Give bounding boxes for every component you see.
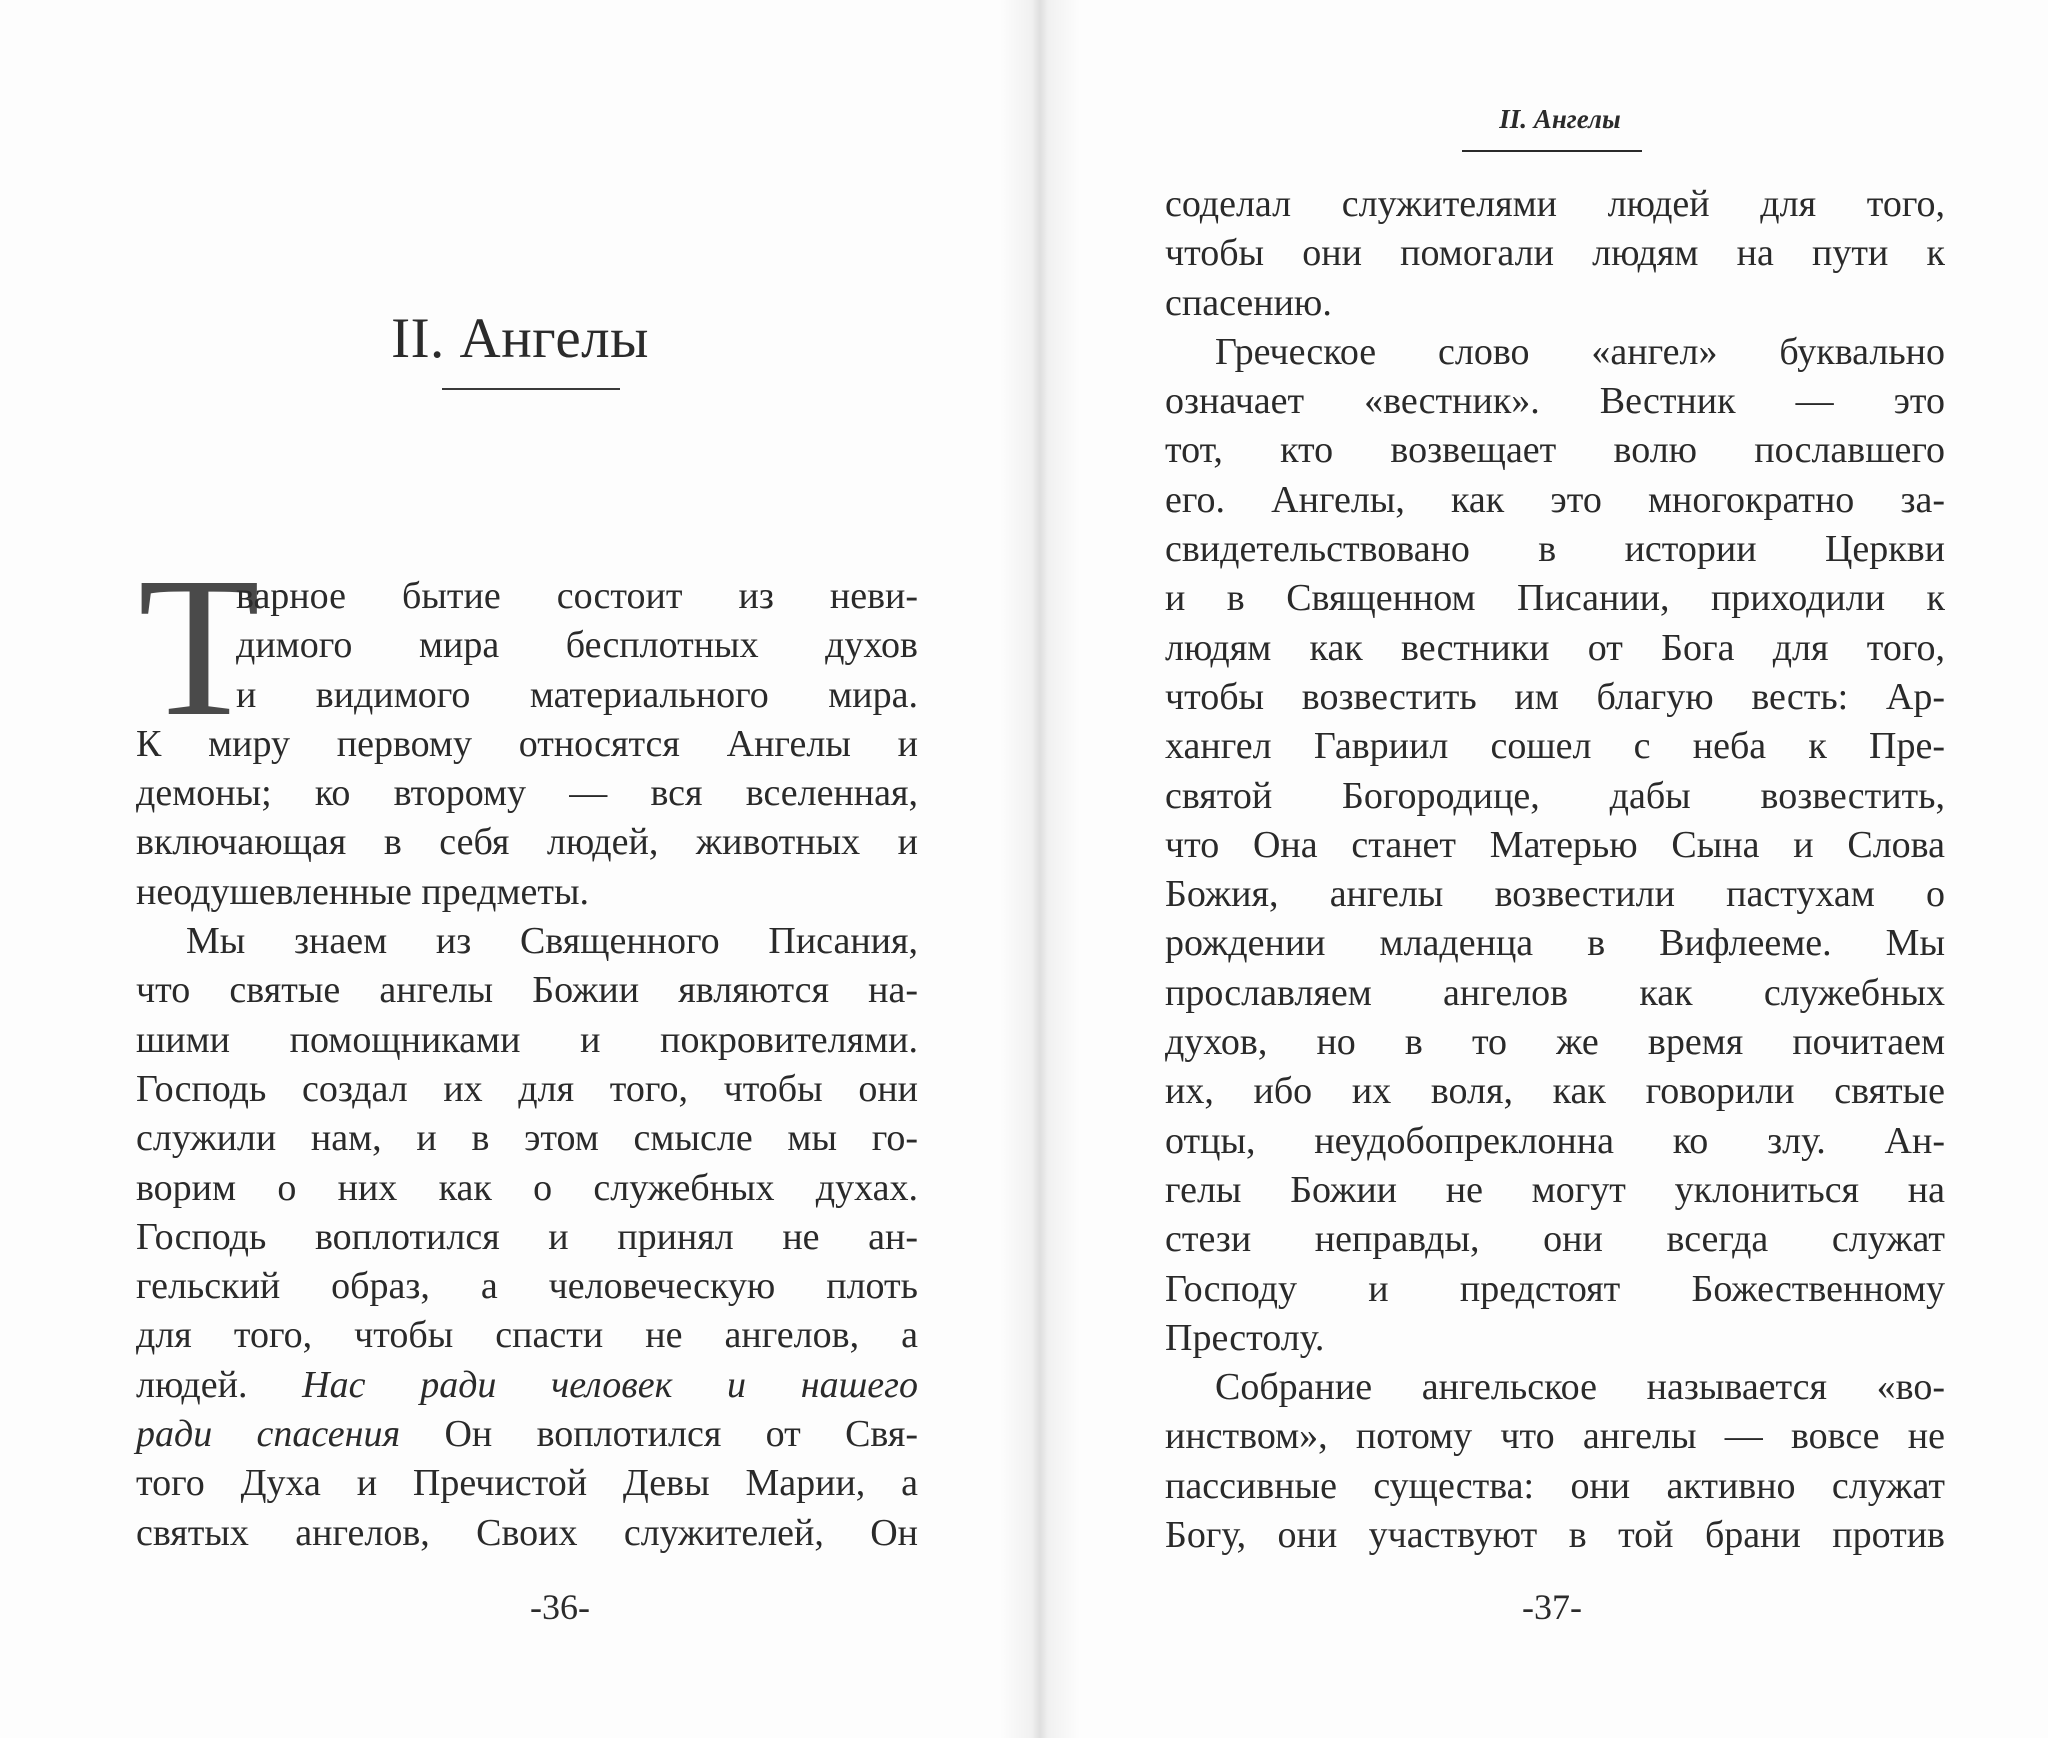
page-number-left: -36- <box>530 1587 590 1627</box>
text-line: святых ангелов, Своих служителей, Он <box>136 1511 918 1554</box>
text-line: гелы Божии не могут уклониться на <box>1165 1168 1945 1211</box>
text-line: Богу, они участвуют в той брани против <box>1165 1514 1945 1557</box>
text-line: Господу и предстоят Божественному <box>1165 1267 1945 1310</box>
text-line: включающая в себя людей, животных и <box>136 821 918 864</box>
page-number-right: -37- <box>1522 1587 1582 1627</box>
text-line: его. Ангелы, как это многократно за- <box>1165 478 1945 521</box>
text-line: святой Богородице, дабы возвестить, <box>1165 774 1945 817</box>
text-line: демоны; ко второму — вся вселенная, <box>136 772 918 815</box>
text-line: свидетельствовано в истории Церкви <box>1165 528 1945 571</box>
left-page-text <box>136 572 918 1558</box>
text-line: означает «вестник». Вестник — это <box>1165 380 1945 423</box>
text-line: пассивные существа: они активно служат <box>1165 1464 1945 1507</box>
text-line: стези неправды, они всегда служат <box>1165 1218 1945 1261</box>
text-line: Престолу. <box>1165 1316 1325 1359</box>
text-line: и видимого материального мира. <box>236 673 918 716</box>
italic-quote: Нас ради человек и нашего <box>302 1363 918 1406</box>
chapter-title-rule <box>442 388 620 390</box>
text-line: прославляем ангелов как служебных <box>1165 971 1945 1014</box>
text-run: Он воплотился от Свя- <box>400 1413 918 1456</box>
text-line: для того, чтобы спасти не ангелов, а <box>136 1314 918 1357</box>
text-line: варное бытие состоит из неви- <box>236 575 918 617</box>
text-line: Божия, ангелы возвестили пастухам о <box>1165 873 1945 916</box>
text-line: гельский образ, а человеческую плоть <box>136 1265 918 1308</box>
text-line: людям как вестники от Бога для того, <box>1165 626 1945 669</box>
text-line: спасению. <box>1165 281 1332 324</box>
running-head: II. Ангелы <box>1499 104 1621 134</box>
text-line: шими помощниками и покровителями. <box>136 1018 918 1061</box>
text-line: соделал служителями людей для того, <box>1165 183 1945 225</box>
text-line: Собрание ангельское называется «во- <box>1215 1366 1945 1409</box>
italic-quote: ради спасения <box>136 1413 401 1456</box>
text-line: их, ибо их воля, как говорили святые <box>1165 1070 1945 1113</box>
running-head-rule <box>1462 150 1642 152</box>
book-gutter <box>1000 0 1080 1738</box>
text-line: Греческое слово «ангел» буквально <box>1215 330 1945 373</box>
text-line: тот, кто возвещает волю пославшего <box>1165 429 1945 472</box>
text-line: Господь воплотился и принял не ан- <box>136 1215 918 1258</box>
text-line-with-italic <box>136 1361 918 1410</box>
text-line-with-italic <box>136 1410 918 1459</box>
text-run: людей. <box>136 1363 303 1406</box>
text-line: Господь создал их для того, чтобы они <box>136 1067 918 1110</box>
text-line: инством», потому что ангелы — вовсе не <box>1165 1415 1945 1458</box>
text-line: димого мира бесплотных духов <box>236 624 918 667</box>
text-line: того Духа и Пречистой Девы Марии, а <box>136 1462 918 1505</box>
text-line: хангел Гавриил сошел с неба к Пре- <box>1165 725 1945 768</box>
text-line: отцы, неудобопреклонна ко злу. Ан- <box>1165 1119 1945 1162</box>
drop-cap: Т <box>138 537 261 758</box>
text-line: чтобы возвестить им благую весть: Ар- <box>1165 675 1945 718</box>
text-line: чтобы они помогали людям на пути к <box>1165 232 1945 275</box>
text-line: ворим о них как о служебных духах. <box>136 1166 918 1209</box>
text-line: Мы знаем из Священного Писания, <box>186 920 918 963</box>
text-line: служили нам, и в этом смысле мы го- <box>136 1117 918 1160</box>
chapter-title: II. Ангелы <box>391 307 649 370</box>
text-line: неодушевленные предметы. <box>136 870 589 913</box>
text-line: и в Священном Писании, приходили к <box>1165 577 1945 620</box>
text-line: рождении младенца в Вифлееме. Мы <box>1165 922 1945 965</box>
text-line: что Она станет Матерью Сына и Слова <box>1165 823 1945 866</box>
right-page-text <box>1165 180 1945 1560</box>
text-line: духов, но в то же время почитаем <box>1165 1021 1945 1064</box>
text-line: К миру первому относятся Ангелы и <box>136 722 918 765</box>
text-line: что святые ангелы Божии являются на- <box>136 969 918 1012</box>
